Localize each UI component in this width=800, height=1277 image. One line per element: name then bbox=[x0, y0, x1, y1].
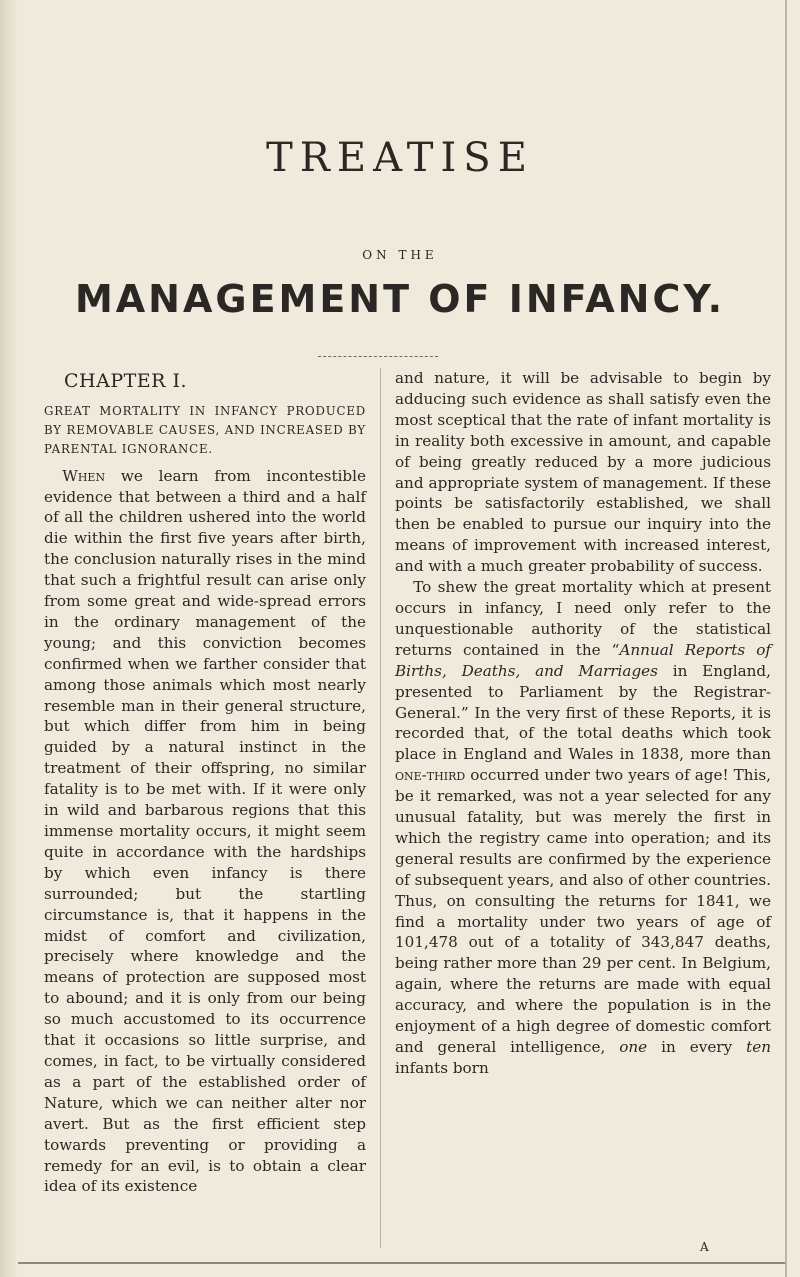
left-column bbox=[44, 368, 366, 1197]
right-column bbox=[395, 368, 771, 1079]
report-title: Annual Reports of Births, Deaths, and Marriages bbox=[395, 640, 771, 680]
paragraph-3-text-c: occurred under two years of age! This, be it remarked, was not a year selected for any unusual fatality, but was merely the first in which the registry came into operation; and its general results are confirmed by the experience of subsequent years, and also of other countries. Thus, on consulting the returns for 1841, we find a mortality under two years of age of 101,478 out of a totality of 343,847 deaths, being rather more than 29 per cent. In Belgium, again, where the returns are made with equal accuracy, and where the population is in the enjoyment of a high degree of domestic comfort and general intelligence, bbox=[395, 766, 772, 1056]
title-management-of-infancy: MANAGEMENT OF INFANCY. bbox=[74, 277, 726, 321]
paragraph-3-text-d: in every bbox=[647, 1038, 747, 1056]
page-edge bbox=[0, 0, 18, 1277]
italic-ten: ten bbox=[746, 1038, 771, 1056]
italic-one: one bbox=[619, 1038, 648, 1056]
page-right-rule bbox=[785, 0, 787, 1277]
page-bottom-rule bbox=[18, 1262, 785, 1264]
paragraph-1 bbox=[44, 466, 366, 1198]
paragraph-1-text: we learn from incontestible evidence that between a third and a half of all the children ushered into the world die within the first five years after birth, the conclusion naturally rises in the mind that such a frightful result can arise only from some great and wide-spread errors in the ordinary management of the young; and this conviction becomes confirmed when we farther consider that among those animals which most nearly resemble man in their general structure, but which differ from him in being guided by a natural instinct in the treatment of their offspring, no similar fatality is to be met with. If it were only in wild and barbarous regions that this immense mortality occurs, it might seem quite in accordance with the hardships by which even infancy is there surrounded; but the startling circumstance is, that it happens in the midst of comfort and civilization, precisely where knowledge and the means of protection are supposed most to abound; and it is only from our being so much accustomed to its occurrence that it occasions so little surprise, and comes, in fact, to be virtually considered as a part of the established order of Nature, which we can neither alter nor avert. But as the first efficient step towards preventing or providing a remedy for an evil, is to obtain a clear idea of its existence bbox=[44, 466, 366, 1196]
title-treatise: TREATISE bbox=[266, 135, 534, 181]
one-third-emphasis: one-third bbox=[395, 766, 466, 785]
chapter-subtitle: GREAT MORTALITY IN INFANCY PRODUCED BY REMOVABLE CAUSES, AND INCREASED BY PARENTAL IGNORANCE. bbox=[44, 404, 366, 457]
title-separator bbox=[318, 356, 438, 357]
paragraph-3-text-a: To shew the great mortality which at present occurs in infancy, I need only refer to the unquestionable authority of the statistical returns contained in the “ bbox=[395, 578, 771, 659]
opening-word: When bbox=[62, 466, 106, 485]
title-on-the: ON THE bbox=[362, 248, 438, 262]
paragraph-3-text-b: in England, presented to Parliament by the Registrar-General.” In the very first of these Reports, it is recorded that, of the total deaths which took place in England and Wales in 1838, more than bbox=[395, 661, 771, 764]
catchword: A bbox=[700, 1240, 709, 1254]
paragraph-2: and nature, it will be advisable to begin by adducing such evidence as shall satisfy even the most sceptical that the rate of infant mortality is in reality both excessive in amount, and capable of being greatly reduced by a more judicious and appropriate system of management. If these points be satisfactorily established, we shall then be enabled to pursue our inquiry into the means of improvement with increased interest, and with a much greater probability of success. bbox=[395, 369, 771, 576]
paragraph-3-text-e: infants born bbox=[395, 1058, 489, 1077]
chapter-heading: CHAPTER I. bbox=[64, 370, 188, 392]
paragraph-3 bbox=[395, 577, 771, 1079]
column-divider bbox=[380, 368, 381, 1248]
